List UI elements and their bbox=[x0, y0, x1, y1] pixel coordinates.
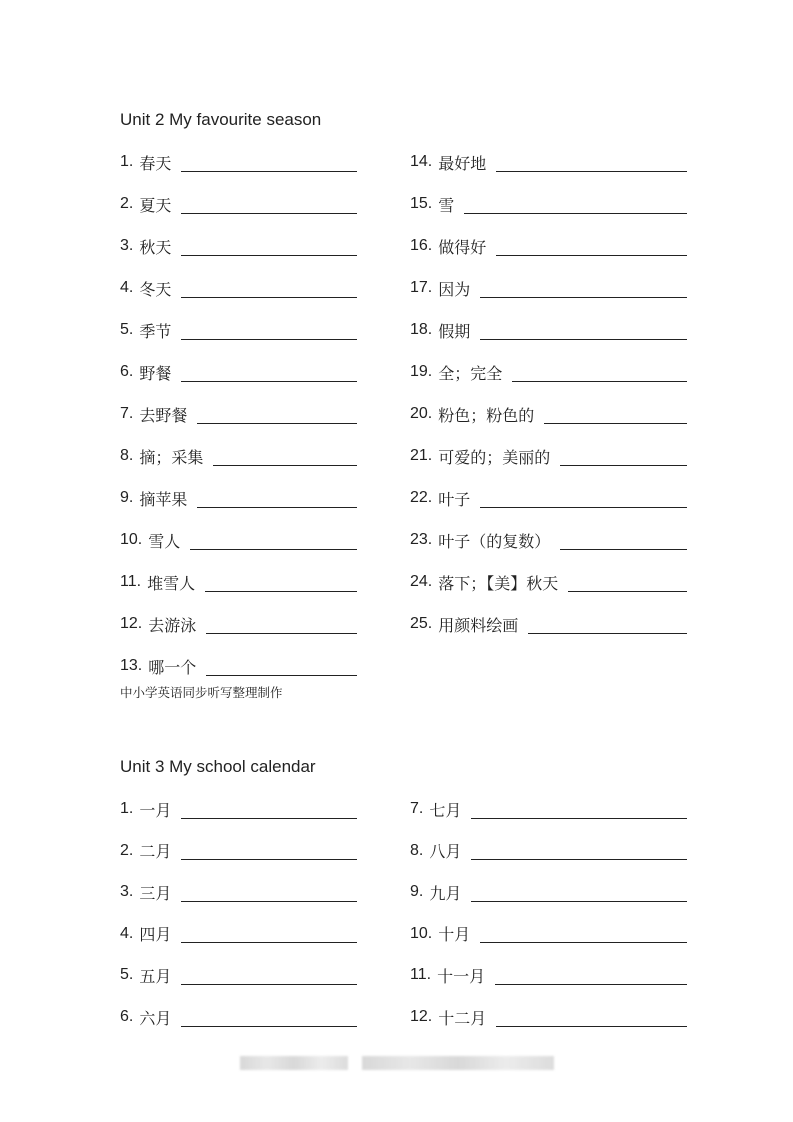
item-number: 14. bbox=[410, 153, 433, 170]
item-chinese-word: 去游泳 bbox=[148, 615, 197, 635]
answer-blank-line[interactable] bbox=[181, 157, 357, 172]
item-chinese-word: 夏天 bbox=[139, 195, 172, 215]
item-chinese-word: 秋天 bbox=[139, 237, 172, 257]
answer-blank-line[interactable] bbox=[181, 845, 357, 860]
item-chinese-word: 落下；【美】秋天 bbox=[438, 573, 559, 593]
answer-blank-line[interactable] bbox=[496, 157, 687, 172]
vocab-item bbox=[410, 613, 687, 635]
item-number: 12. bbox=[410, 1008, 433, 1025]
unit3-title: Unit 3 My school calendar bbox=[120, 757, 316, 776]
vocab-item bbox=[410, 964, 687, 986]
answer-blank-line[interactable] bbox=[181, 367, 357, 382]
item-chinese-word: 十二月 bbox=[438, 1008, 487, 1028]
answer-blank-line[interactable] bbox=[181, 970, 357, 985]
answer-blank-line[interactable] bbox=[512, 367, 687, 382]
item-chinese-word: 春天 bbox=[139, 153, 172, 173]
item-chinese-word: 八月 bbox=[429, 842, 462, 862]
item-chinese-word: 雪 bbox=[438, 195, 455, 215]
unit2-title: Unit 2 My favourite season bbox=[120, 110, 322, 129]
answer-blank-line[interactable] bbox=[480, 325, 687, 340]
answer-blank-line[interactable] bbox=[190, 535, 357, 550]
item-chinese-word: 野餐 bbox=[139, 363, 172, 383]
item-chinese-word: 可爱的；美丽的 bbox=[438, 447, 551, 467]
item-number: 1. bbox=[120, 153, 134, 170]
vocab-item bbox=[120, 613, 357, 635]
item-number: 19. bbox=[410, 363, 433, 380]
item-number: 4. bbox=[120, 924, 134, 942]
vocab-item bbox=[120, 403, 357, 425]
vocab-item bbox=[120, 319, 357, 341]
item-number: 7. bbox=[120, 405, 134, 422]
item-number: 8. bbox=[410, 841, 424, 859]
item-number: 5. bbox=[120, 321, 134, 338]
item-chinese-word: 十月 bbox=[438, 925, 471, 945]
item-number: 7. bbox=[410, 800, 424, 817]
answer-blank-line[interactable] bbox=[197, 493, 357, 508]
item-chinese-word: 三月 bbox=[139, 883, 172, 903]
vocab-item bbox=[120, 798, 357, 820]
answer-blank-line[interactable] bbox=[471, 804, 687, 819]
item-number: 5. bbox=[120, 966, 134, 984]
vocab-item bbox=[410, 881, 687, 903]
answer-blank-line[interactable] bbox=[197, 409, 357, 424]
vocab-item bbox=[410, 361, 687, 383]
answer-blank-line[interactable] bbox=[528, 619, 687, 634]
item-number: 3. bbox=[120, 237, 134, 254]
answer-blank-line[interactable] bbox=[181, 804, 357, 819]
item-number: 2. bbox=[120, 841, 134, 859]
vocab-item bbox=[410, 319, 687, 341]
item-number: 11. bbox=[410, 966, 432, 984]
item-chinese-word: 因为 bbox=[438, 279, 471, 299]
answer-blank-line[interactable] bbox=[181, 199, 357, 214]
item-number: 21. bbox=[410, 447, 433, 464]
vocab-item bbox=[120, 193, 357, 215]
vocab-item bbox=[120, 235, 357, 257]
item-chinese-word: 七月 bbox=[429, 800, 462, 820]
vocab-item bbox=[120, 1006, 357, 1028]
vocab-item bbox=[120, 571, 357, 593]
item-number: 6. bbox=[120, 363, 134, 380]
item-number: 1. bbox=[120, 800, 134, 817]
answer-blank-line[interactable] bbox=[206, 661, 357, 676]
item-chinese-word: 冬天 bbox=[139, 279, 172, 299]
item-number: 13. bbox=[120, 657, 143, 674]
answer-blank-line[interactable] bbox=[480, 493, 687, 508]
answer-blank-line[interactable] bbox=[560, 451, 687, 466]
answer-blank-line[interactable] bbox=[560, 535, 687, 550]
item-chinese-word: 摘苹果 bbox=[139, 489, 188, 509]
vocab-item bbox=[120, 277, 357, 299]
blurred-watermark bbox=[362, 1056, 554, 1070]
answer-blank-line[interactable] bbox=[568, 577, 687, 592]
vocab-item bbox=[120, 840, 357, 862]
answer-blank-line[interactable] bbox=[181, 325, 357, 340]
item-chinese-word: 四月 bbox=[139, 925, 172, 945]
vocab-item bbox=[410, 923, 687, 945]
item-chinese-word: 粉色；粉色的 bbox=[438, 405, 535, 425]
vocab-item bbox=[410, 529, 687, 551]
vocab-item bbox=[410, 798, 687, 820]
vocab-item bbox=[410, 840, 687, 862]
item-chinese-word: 全；完全 bbox=[438, 363, 503, 383]
item-number: 18. bbox=[410, 321, 433, 338]
answer-blank-line[interactable] bbox=[181, 241, 357, 256]
answer-blank-line[interactable] bbox=[544, 409, 687, 424]
answer-blank-line[interactable] bbox=[181, 1012, 357, 1027]
vocab-item bbox=[410, 571, 687, 593]
item-chinese-word: 哪一个 bbox=[148, 657, 197, 677]
item-chinese-word: 堆雪人 bbox=[147, 573, 196, 593]
item-chinese-word: 假期 bbox=[438, 321, 471, 341]
item-number: 10. bbox=[120, 531, 143, 548]
item-chinese-word: 去野餐 bbox=[139, 405, 188, 425]
vocab-item bbox=[410, 151, 687, 173]
item-number: 2. bbox=[120, 195, 134, 212]
answer-blank-line[interactable] bbox=[464, 199, 687, 214]
item-number: 12. bbox=[120, 615, 143, 632]
answer-blank-line[interactable] bbox=[471, 887, 687, 902]
item-chinese-word: 雪人 bbox=[148, 531, 181, 551]
vocab-item bbox=[120, 881, 357, 903]
answer-blank-line[interactable] bbox=[205, 577, 357, 592]
item-chinese-word: 五月 bbox=[139, 966, 172, 986]
vocab-item bbox=[410, 235, 687, 257]
item-number: 9. bbox=[120, 489, 134, 506]
item-chinese-word: 九月 bbox=[429, 883, 462, 903]
item-number: 6. bbox=[120, 1008, 134, 1025]
vocab-item bbox=[120, 529, 357, 551]
answer-blank-line[interactable] bbox=[213, 451, 357, 466]
item-chinese-word: 叶子（的复数） bbox=[438, 531, 551, 551]
item-chinese-word: 最好地 bbox=[438, 153, 487, 173]
item-number: 11. bbox=[120, 573, 142, 590]
item-number: 8. bbox=[120, 447, 134, 464]
answer-blank-line[interactable] bbox=[480, 283, 687, 298]
vocab-item bbox=[120, 655, 357, 677]
answer-blank-line[interactable] bbox=[496, 1012, 687, 1027]
answer-blank-line[interactable] bbox=[495, 970, 687, 985]
answer-blank-line[interactable] bbox=[496, 241, 687, 256]
item-number: 9. bbox=[410, 883, 424, 901]
vocab-item bbox=[120, 445, 357, 467]
item-chinese-word: 十一月 bbox=[437, 966, 486, 986]
item-chinese-word: 二月 bbox=[139, 842, 172, 862]
vocab-item bbox=[410, 487, 687, 509]
item-chinese-word: 用颜料绘画 bbox=[438, 615, 519, 635]
answer-blank-line[interactable] bbox=[181, 928, 357, 943]
vocab-item bbox=[120, 151, 357, 173]
item-number: 4. bbox=[120, 279, 134, 296]
item-chinese-word: 叶子 bbox=[438, 489, 471, 509]
item-chinese-word: 摘；采集 bbox=[139, 447, 204, 467]
item-number: 15. bbox=[410, 195, 433, 212]
vocab-item bbox=[120, 361, 357, 383]
vocab-item bbox=[120, 923, 357, 945]
answer-blank-line[interactable] bbox=[206, 619, 357, 634]
vocab-item bbox=[410, 1006, 687, 1028]
item-chinese-word: 一月 bbox=[139, 800, 172, 820]
vocab-item bbox=[120, 487, 357, 509]
answer-blank-line[interactable] bbox=[181, 887, 357, 902]
item-number: 23. bbox=[410, 531, 433, 548]
blurred-watermark bbox=[240, 1056, 348, 1070]
vocab-item bbox=[410, 277, 687, 299]
answer-blank-line[interactable] bbox=[181, 283, 357, 298]
item-chinese-word: 六月 bbox=[139, 1008, 172, 1028]
item-number: 3. bbox=[120, 883, 134, 901]
vocab-item bbox=[410, 403, 687, 425]
item-number: 17. bbox=[410, 279, 433, 296]
item-number: 24. bbox=[410, 573, 433, 590]
item-number: 20. bbox=[410, 405, 433, 422]
item-number: 25. bbox=[410, 615, 433, 632]
item-chinese-word: 季节 bbox=[139, 321, 172, 341]
footer-note: 中小学英语同步听写整理制作 bbox=[120, 685, 283, 700]
item-chinese-word: 做得好 bbox=[438, 237, 487, 257]
item-number: 10. bbox=[410, 924, 433, 942]
vocab-item bbox=[410, 193, 687, 215]
vocab-item bbox=[410, 445, 687, 467]
answer-blank-line[interactable] bbox=[471, 845, 687, 860]
answer-blank-line[interactable] bbox=[480, 928, 687, 943]
item-number: 16. bbox=[410, 237, 433, 254]
item-number: 22. bbox=[410, 489, 433, 506]
vocab-item bbox=[120, 964, 357, 986]
